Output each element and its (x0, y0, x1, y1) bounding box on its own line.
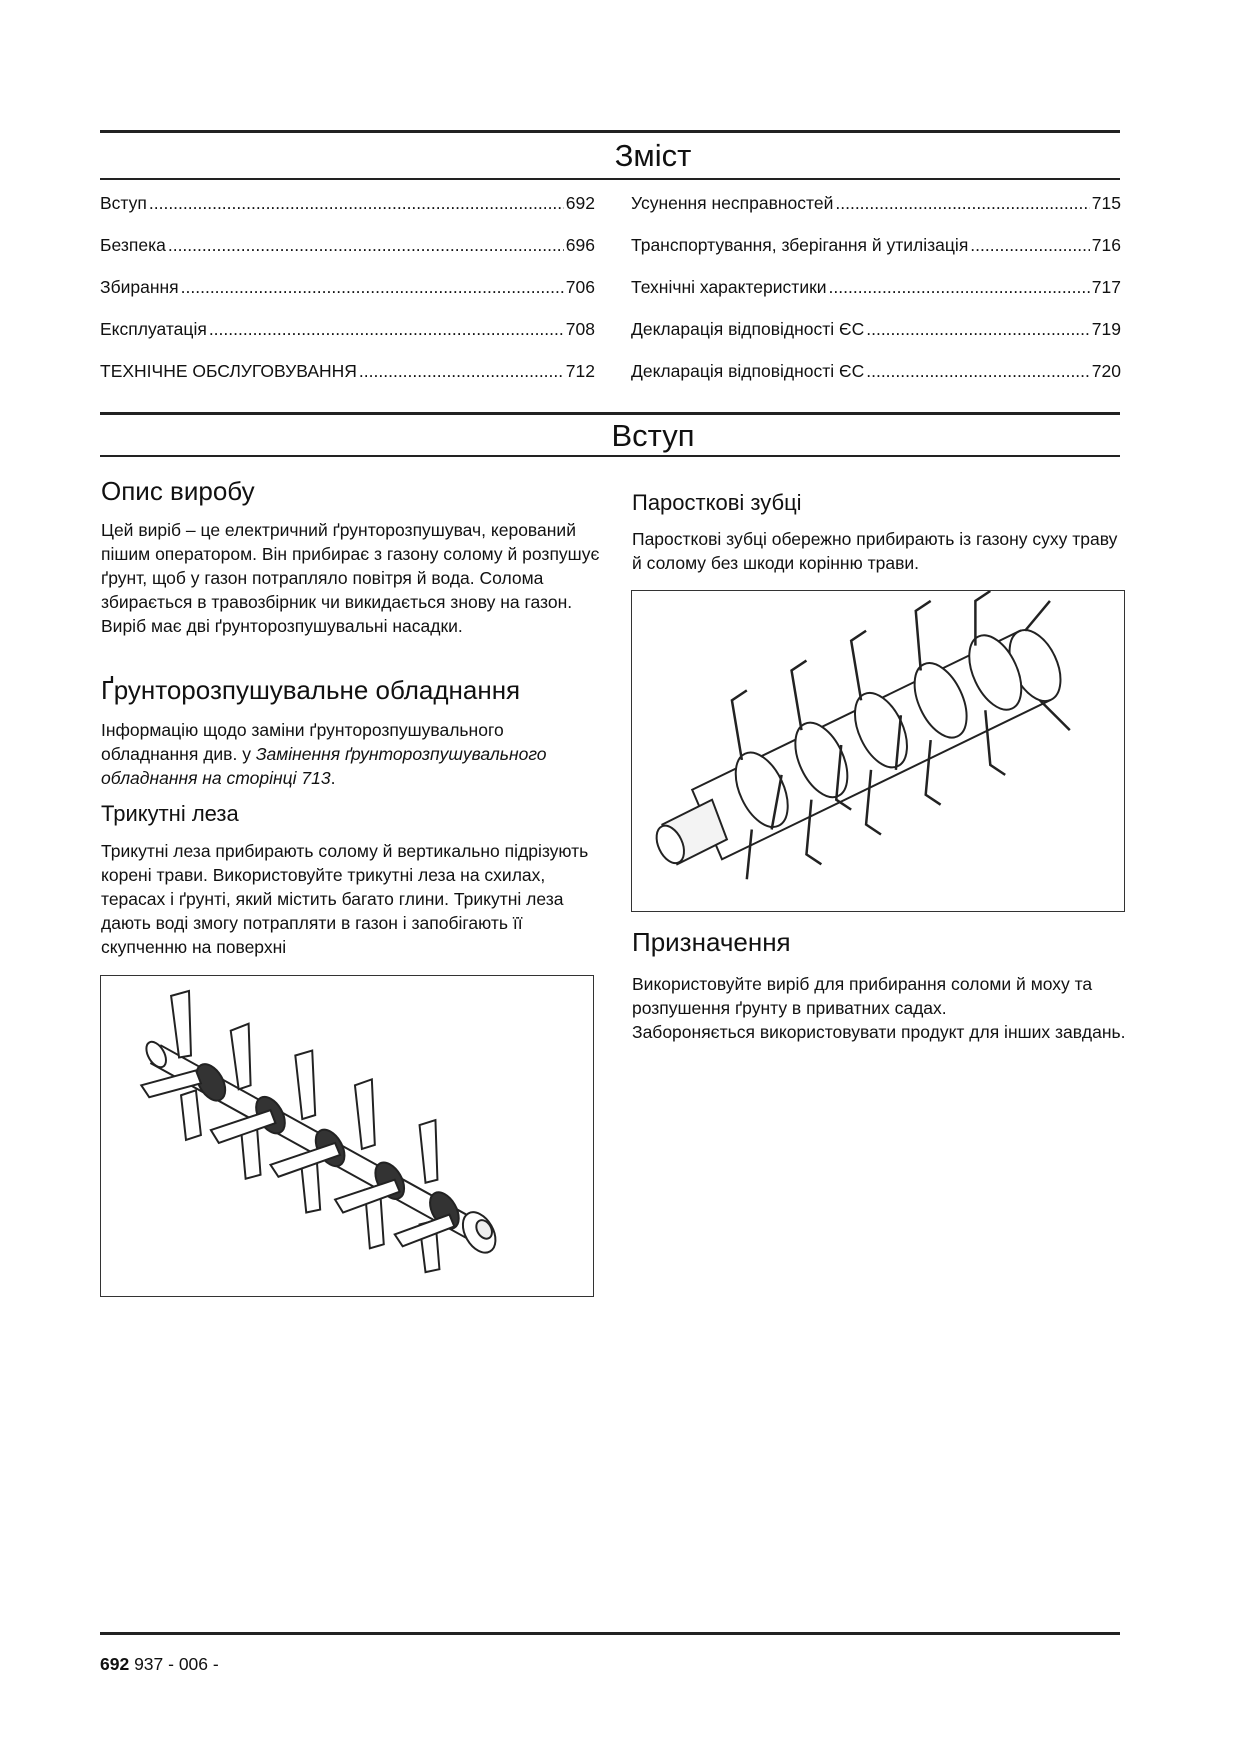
contents-rule (100, 178, 1120, 180)
triangular-blades-illustration (101, 976, 593, 1296)
top-rule (100, 130, 1120, 133)
toc-left-column (100, 193, 595, 403)
intro-title: Вступ (611, 418, 695, 453)
spring-tines-figure (631, 590, 1125, 912)
footer-rule (100, 1632, 1120, 1635)
toc-entry[interactable]: Транспортування, зберігання й утилізація ..... 716 (631, 235, 1121, 277)
toc-entry[interactable]: Декларація відповідності ЄС ..... 719 (631, 319, 1121, 361)
equipment-heading: Ґрунторозпушувальне обладнання (101, 675, 521, 705)
spring-tines-illustration (632, 591, 1124, 911)
equipment-link[interactable]: Замінення ґрунторозпушувального обладнання на сторінці 713 (101, 744, 547, 788)
toc-entry[interactable]: Збирання ..... 706 (100, 277, 595, 319)
product-description-heading: Опис виробу (101, 476, 255, 506)
page-number: 692 (100, 1654, 130, 1674)
triangular-heading: Трикутні леза (101, 801, 239, 826)
purpose-heading: Призначення (632, 927, 791, 957)
spring-tines-text: Паросткові зубці обережно прибирають із газону суху траву й солому без шкоди корінню трави. (632, 529, 1118, 573)
toc-entry[interactable]: Усунення несправностей ..... 715 (631, 193, 1121, 235)
spring-tines-heading: Паросткові зубці (632, 490, 802, 515)
purpose-text-2: Забороняється використовувати продукт для інших завдань. (632, 1022, 1126, 1042)
toc-entry[interactable]: Безпека ..... 696 (100, 235, 595, 277)
toc-entry[interactable]: Технічні характеристики ..... 717 (631, 277, 1121, 319)
contents-title: Зміст (614, 138, 692, 173)
doc-number: 937 - 006 - (134, 1654, 219, 1674)
footer (100, 1654, 219, 1675)
triangular-blades-figure (100, 975, 594, 1297)
triangular-text: Трикутні леза прибирають солому й вертикально підрізують корені трави. Використовуйте трикутні леза на схилах, терасах і ґрунті, який містить багато глини. Трикутні леза дають воді змогу потрапляти в газон і запобігають її скупченню на поверхні (101, 841, 589, 957)
toc-entry[interactable]: Декларація відповідності ЄС ..... 720 (631, 361, 1121, 403)
intro-rule (100, 455, 1120, 457)
toc-entry[interactable]: Експлуатація ..... 708 (100, 319, 595, 361)
toc-right-column (631, 193, 1121, 403)
toc-entry[interactable]: ТЕХНІЧНЕ ОБСЛУГОВУВАННЯ ..... 712 (100, 361, 595, 403)
intro-top-rule (100, 412, 1120, 415)
equipment-text: Інформацію щодо заміни ґрунторозпушувального обладнання див. у Замінення ґрунторозпушувального обладнання на сторінці 713. (101, 720, 547, 788)
product-description-text: Цей виріб – це електричний ґрунторозпушувач, керований пішим оператором. Він прибирає з газону солому й розпушує ґрунт, щоб у газон потрапляло повітря й вода. Солома збирається в травозбірник чи викидається знову на газон. Виріб має дві ґрунторозпушувальні насадки. (101, 520, 600, 636)
toc-entry[interactable]: Вступ ..... 692 (100, 193, 595, 235)
purpose-text-1: Використовуйте виріб для прибирання соломи й моху та розпушення ґрунту в приватних садах. (632, 974, 1093, 1018)
